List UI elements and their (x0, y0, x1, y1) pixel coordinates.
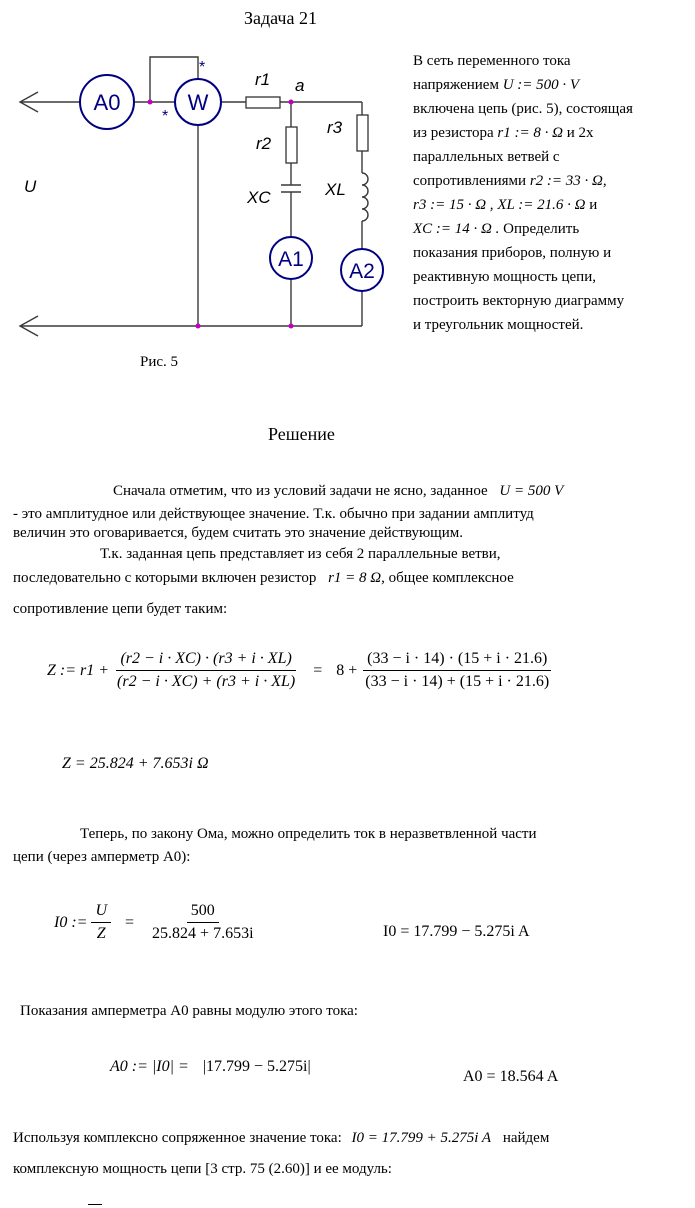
paragraph: Сначала отметим, что из условий задачи не ясно, заданное U = 500 V (113, 483, 564, 499)
paragraph: цепи (через амперметр A0): (13, 849, 191, 865)
xl-label: XL (325, 180, 346, 199)
r3-label: r3 (327, 118, 343, 137)
paragraph: Теперь, по закону Ома, можно определить ток в неразветвленной части (80, 826, 537, 842)
impedance-result: Z = 25.824 + 7.653i Ω (62, 755, 209, 772)
r1-label: r1 (255, 70, 271, 89)
paragraph: величин это оговаривается, будем считать это значение действующим. (13, 525, 463, 541)
impedance-equation: Z := r1 + $\frac{(r2 - i \cdot XC) \cdot (r3 + i \cdot XL)}{(r2 - i \cdot XC) + (r3 + i \cdot XL)}$ = 8 + $\frac{(33 - i \cdot 14) \cdot (15 + i \cdot 21.6)}{(33 - i \cdot 14) + (15 + i \cdot 21.6)}$ (47, 650, 553, 691)
paragraph: последовательно с которыми включен резистор r1 = 8 Ω, общее комплексное (13, 570, 514, 586)
paragraph: Показания амперметра A0 равны модулю этого тока: (20, 1003, 358, 1019)
star-mark: * (162, 108, 169, 125)
ammeter-result: A0 = 18.564 A (463, 1068, 559, 1085)
page-title: Задача 21 (244, 8, 317, 28)
overline-fragment (88, 1204, 102, 1205)
a0-label: A0 (93, 90, 121, 115)
paragraph: комплексную мощность цепи [3 стр. 75 (2.60)] и ее модуль: (13, 1161, 392, 1177)
xc-label: XC (247, 188, 271, 207)
paragraph: Используя комплексно сопряженное значение тока: I0 = 17.799 + 5.275i A найдем (13, 1130, 550, 1146)
r2-label: r2 (256, 134, 272, 153)
section-heading: Решение (268, 424, 335, 444)
resistor-r2 (286, 127, 297, 163)
a2-label: A2 (349, 260, 375, 283)
paragraph: сопротивление цепи будет таким: (13, 601, 228, 617)
u-label: U (24, 177, 37, 196)
current-equation: I0 := $\frac{U}{Z}$ = $\frac{500}{25.824 + 7.653i}$ (54, 902, 254, 942)
paragraph: Т.к. заданная цепь представляет из себя 2 параллельные ветви, (100, 546, 501, 562)
paragraph: - это амплитудное или действующее значение. Т.к. обычно при задании амплитуд (13, 506, 534, 522)
a1-label: A1 (278, 248, 304, 271)
current-result: I0 = 17.799 − 5.275i A (383, 923, 530, 940)
w-label: W (187, 90, 209, 115)
ammeter-equation: A0 := |I0| = |17.799 − 5.275i| (110, 1058, 311, 1075)
resistor-r3 (357, 115, 368, 151)
figure-caption: Рис. 5 (140, 354, 179, 370)
resistor-r1 (246, 97, 280, 108)
node-a-label: a (295, 76, 305, 95)
star-mark: * (199, 59, 206, 76)
circuit-diagram (0, 45, 400, 390)
problem-statement: В сеть переменного тока напряжением U := 500 · V включена цепь (рис. 5), состоящая из резистора r1 := 8 · Ω и 2х параллельных ветвей с сопротивлениями r2 := 33 · Ω, r3 := 15 · Ω , XL := 21.6 · Ω и XC := 14 · Ω . Определить показания приборов, полную и реактивную мощность цепи, построить векторную диаграмму и треугольник мощностей. (413, 53, 633, 333)
